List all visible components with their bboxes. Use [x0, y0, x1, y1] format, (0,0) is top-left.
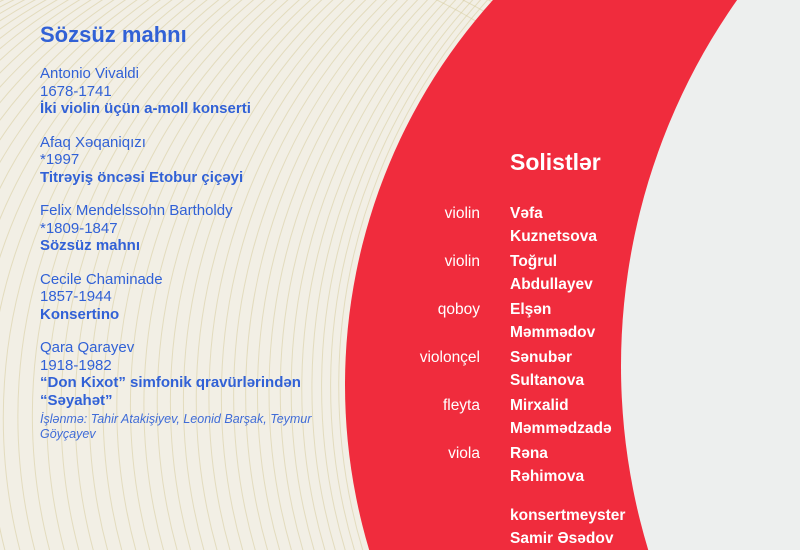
soloists-title: Solistlər: [510, 149, 601, 175]
soloist-row: [370, 298, 650, 344]
composer-name: Felix Mendelssohn Bartholdy: [40, 202, 233, 219]
concertmaster-block: [510, 504, 650, 550]
soloist-row: [370, 346, 650, 392]
instrument-label: fleyta: [442, 397, 480, 414]
soloist-row: [370, 202, 650, 248]
soloists-column: [370, 148, 650, 550]
program-entry: [40, 202, 320, 255]
soloist-row: [370, 442, 650, 488]
composer-years: *1809-1847: [40, 219, 118, 237]
composer-years: 1678-1741: [40, 82, 112, 100]
column-gap: [480, 250, 510, 296]
instrument-label: violonçel: [419, 349, 480, 366]
work-title: Titrəyiş öncəsi Etobur çiçəyi: [40, 168, 244, 186]
soloist-row: [370, 394, 650, 440]
program-entry: [40, 134, 320, 187]
work-title: İki violin üçün a-moll konserti: [40, 100, 251, 117]
work-title: “Don Kixot” simfonik qravürlərindən “Səyahət”: [40, 374, 301, 409]
soloist-name: Mirxalid Məmmədzadə: [510, 397, 612, 437]
concertmaster-role: konsertmeyster: [510, 507, 626, 524]
concertmaster-name: Samir Əsədov: [510, 530, 614, 547]
program-title: Sözsüz mahnı: [40, 22, 187, 47]
composer-years: 1918-1982: [40, 356, 112, 374]
composer-years: 1857-1944: [40, 288, 112, 305]
instrument-label: violin: [444, 205, 480, 222]
column-gap: [480, 346, 510, 392]
column-gap: [480, 298, 510, 344]
soloist-name: Sənubər Sultanova: [510, 349, 585, 389]
instrument-label: qoboy: [437, 301, 480, 318]
instrument-label: violin: [444, 253, 480, 270]
soloist-row: [370, 250, 650, 296]
work-title: Konsertino: [40, 305, 120, 323]
soloist-name: Elşən Məmmədov: [510, 301, 596, 341]
instrument-label: viola: [448, 445, 480, 462]
program-column: [40, 22, 320, 458]
composer-name: Cecile Chaminade: [40, 270, 163, 288]
column-gap: [480, 394, 510, 440]
composer-years: *1997: [40, 151, 80, 168]
soloist-name: Vəfa Kuznetsova: [510, 205, 597, 245]
program-entry: [40, 271, 320, 324]
column-gap: [480, 202, 510, 248]
arrangement-note: İşlənmə: Tahir Atakişiyev, Leonid Barşak, Teymur Göyçayev: [40, 412, 312, 441]
program-entry: [40, 65, 320, 118]
work-title: Sözsüz mahnı: [40, 237, 141, 254]
column-gap: [480, 442, 510, 488]
composer-name: Antonio Vivaldi: [40, 65, 139, 82]
soloist-name: Toğrul Abdullayev: [510, 253, 593, 293]
program-entry: [40, 339, 320, 442]
composer-name: Qara Qarayev: [40, 339, 135, 356]
soloist-name: Rəna Rəhimova: [510, 445, 585, 485]
composer-name: Afaq Xəqaniqızı: [40, 133, 146, 151]
